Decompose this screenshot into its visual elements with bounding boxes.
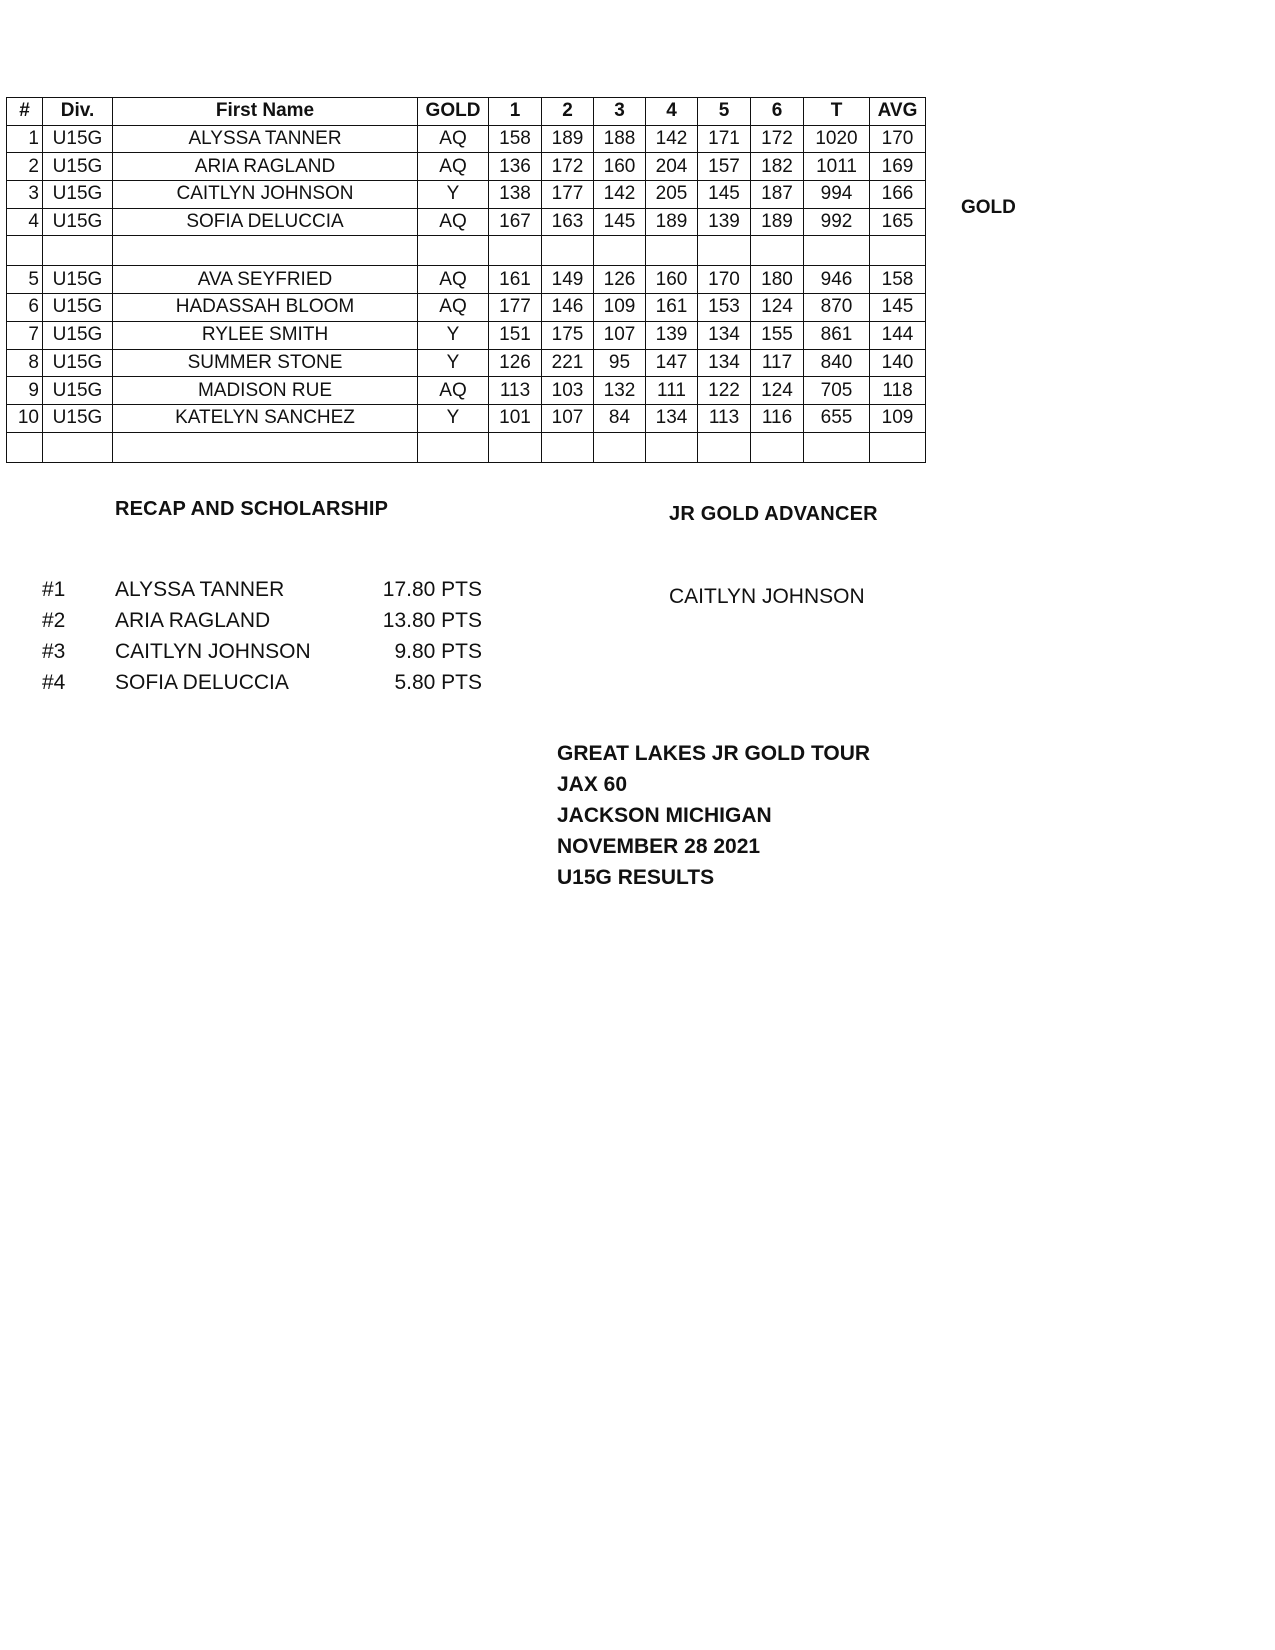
recap-name: CAITLYN JOHNSON [115, 640, 311, 663]
game-6-cell: 116 [751, 404, 804, 432]
blank-cell [542, 236, 594, 266]
game-1-cell: 138 [489, 181, 542, 209]
header-game-1: 1 [489, 98, 542, 126]
blank-cell [7, 432, 43, 462]
division-cell: U15G [43, 321, 113, 349]
game-4-cell: 134 [646, 404, 698, 432]
game-1-cell: 158 [489, 125, 542, 153]
event-name-line: JAX 60 [557, 773, 628, 796]
blank-cell [489, 432, 542, 462]
gold-cell: AQ [418, 208, 489, 236]
game-1-cell: 101 [489, 404, 542, 432]
gold-cell: Y [418, 404, 489, 432]
header-game-4: 4 [646, 98, 698, 126]
blank-cell [489, 236, 542, 266]
game-4-cell: 204 [646, 153, 698, 181]
game-3-cell: 126 [594, 266, 646, 294]
average-cell: 166 [870, 181, 926, 209]
gold-cell: AQ [418, 153, 489, 181]
name-cell: RYLEE SMITH [113, 321, 418, 349]
average-cell: 165 [870, 208, 926, 236]
average-cell: 140 [870, 349, 926, 377]
recap-points: 5.80 PTS [394, 671, 482, 694]
blank-row [7, 236, 926, 266]
header-game-2: 2 [542, 98, 594, 126]
game-1-cell: 126 [489, 349, 542, 377]
name-cell: HADASSAH BLOOM [113, 294, 418, 322]
event-date-line: NOVEMBER 28 2021 [557, 835, 761, 858]
rank-cell: 4 [7, 208, 43, 236]
average-cell: 109 [870, 404, 926, 432]
blank-cell [646, 236, 698, 266]
game-4-cell: 139 [646, 321, 698, 349]
table-row [7, 153, 926, 181]
rank-cell: 8 [7, 349, 43, 377]
blank-cell [870, 236, 926, 266]
blank-cell [870, 432, 926, 462]
game-5-cell: 134 [698, 321, 751, 349]
game-5-cell: 153 [698, 294, 751, 322]
event-info [557, 738, 870, 893]
header-game-3: 3 [594, 98, 646, 126]
blank-cell [418, 432, 489, 462]
game-1-cell: 167 [489, 208, 542, 236]
average-cell: 169 [870, 153, 926, 181]
division-cell: U15G [43, 404, 113, 432]
gold-flag: GOLD [961, 197, 1016, 218]
blank-cell [804, 432, 870, 462]
recap-rank: #4 [42, 671, 66, 694]
game-4-cell: 189 [646, 208, 698, 236]
game-3-cell: 95 [594, 349, 646, 377]
header-row [7, 98, 926, 126]
blank-cell [804, 236, 870, 266]
game-1-cell: 113 [489, 377, 542, 405]
game-5-cell: 122 [698, 377, 751, 405]
event-location-line: JACKSON MICHIGAN [557, 804, 772, 827]
recap-points: 17.80 PTS [382, 578, 482, 601]
rank-cell: 9 [7, 377, 43, 405]
division-cell: U15G [43, 181, 113, 209]
total-cell: 840 [804, 349, 870, 377]
recap-list [42, 578, 482, 702]
blank-cell [751, 432, 804, 462]
division-cell: U15G [43, 294, 113, 322]
header-average: AVG [870, 98, 926, 126]
game-4-cell: 147 [646, 349, 698, 377]
header-game-6: 6 [751, 98, 804, 126]
average-cell: 118 [870, 377, 926, 405]
game-4-cell: 111 [646, 377, 698, 405]
rank-cell: 6 [7, 294, 43, 322]
table-row [7, 181, 926, 209]
gold-cell: AQ [418, 266, 489, 294]
recap-points: 9.80 PTS [394, 640, 482, 663]
blank-cell [594, 432, 646, 462]
recap-points: 13.80 PTS [382, 609, 482, 632]
header-division: Div. [43, 98, 113, 126]
game-2-cell: 175 [542, 321, 594, 349]
game-5-cell: 157 [698, 153, 751, 181]
game-6-cell: 172 [751, 125, 804, 153]
rank-cell: 10 [7, 404, 43, 432]
name-cell: ALYSSA TANNER [113, 125, 418, 153]
rank-cell: 7 [7, 321, 43, 349]
total-cell: 994 [804, 181, 870, 209]
average-cell: 158 [870, 266, 926, 294]
header-total: T [804, 98, 870, 126]
recap-title: RECAP AND SCHOLARSHIP [115, 498, 389, 520]
recap-name: ARIA RAGLAND [115, 609, 271, 632]
average-cell: 170 [870, 125, 926, 153]
game-2-cell: 107 [542, 404, 594, 432]
division-cell: U15G [43, 266, 113, 294]
rank-cell: 2 [7, 153, 43, 181]
game-2-cell: 103 [542, 377, 594, 405]
game-2-cell: 221 [542, 349, 594, 377]
blank-cell [594, 236, 646, 266]
name-cell: CAITLYN JOHNSON [113, 181, 418, 209]
total-cell: 705 [804, 377, 870, 405]
blank-cell [7, 236, 43, 266]
game-3-cell: 160 [594, 153, 646, 181]
gold-cell: Y [418, 349, 489, 377]
game-3-cell: 142 [594, 181, 646, 209]
gold-cell: Y [418, 321, 489, 349]
blank-cell [113, 236, 418, 266]
name-cell: SOFIA DELUCCIA [113, 208, 418, 236]
blank-cell [542, 432, 594, 462]
gold-cell: AQ [418, 294, 489, 322]
recap-name: SOFIA DELUCCIA [115, 671, 289, 694]
game-5-cell: 139 [698, 208, 751, 236]
game-6-cell: 182 [751, 153, 804, 181]
name-cell: SUMMER STONE [113, 349, 418, 377]
recap-name: ALYSSA TANNER [115, 578, 285, 601]
game-3-cell: 84 [594, 404, 646, 432]
game-1-cell: 161 [489, 266, 542, 294]
name-cell: KATELYN SANCHEZ [113, 404, 418, 432]
game-2-cell: 163 [542, 208, 594, 236]
recap-rank: #1 [42, 578, 66, 601]
game-1-cell: 177 [489, 294, 542, 322]
table-row [7, 294, 926, 322]
blank-cell [418, 236, 489, 266]
game-6-cell: 124 [751, 377, 804, 405]
total-cell: 655 [804, 404, 870, 432]
total-cell: 946 [804, 266, 870, 294]
blank-cell [698, 432, 751, 462]
total-cell: 870 [804, 294, 870, 322]
name-cell: MADISON RUE [113, 377, 418, 405]
header-gold: GOLD [418, 98, 489, 126]
game-4-cell: 160 [646, 266, 698, 294]
total-cell: 992 [804, 208, 870, 236]
game-2-cell: 189 [542, 125, 594, 153]
game-6-cell: 180 [751, 266, 804, 294]
blank-cell [751, 236, 804, 266]
division-cell: U15G [43, 349, 113, 377]
table-row [7, 125, 926, 153]
event-tour-line: GREAT LAKES JR GOLD TOUR [557, 742, 871, 765]
table-row [7, 349, 926, 377]
game-1-cell: 136 [489, 153, 542, 181]
division-cell: U15G [43, 125, 113, 153]
advancer-title: JR GOLD ADVANCER [669, 503, 878, 525]
average-cell: 144 [870, 321, 926, 349]
blank-cell [698, 236, 751, 266]
recap-rank: #2 [42, 609, 66, 632]
table-row [7, 321, 926, 349]
game-3-cell: 107 [594, 321, 646, 349]
game-4-cell: 161 [646, 294, 698, 322]
advancer-name: CAITLYN JOHNSON [669, 585, 865, 608]
game-1-cell: 151 [489, 321, 542, 349]
game-5-cell: 134 [698, 349, 751, 377]
gold-cell: Y [418, 181, 489, 209]
game-4-cell: 205 [646, 181, 698, 209]
rank-cell: 5 [7, 266, 43, 294]
rank-cell: 3 [7, 181, 43, 209]
blank-row [7, 432, 926, 462]
game-6-cell: 189 [751, 208, 804, 236]
table-row [7, 377, 926, 405]
blank-cell [646, 432, 698, 462]
game-2-cell: 177 [542, 181, 594, 209]
table-row [7, 404, 926, 432]
event-results-line: U15G RESULTS [557, 866, 715, 889]
game-5-cell: 145 [698, 181, 751, 209]
recap-entry [42, 578, 482, 609]
game-5-cell: 113 [698, 404, 751, 432]
game-2-cell: 146 [542, 294, 594, 322]
recap-entry [42, 671, 482, 702]
game-2-cell: 149 [542, 266, 594, 294]
average-cell: 145 [870, 294, 926, 322]
header-first-name: First Name [113, 98, 418, 126]
total-cell: 1020 [804, 125, 870, 153]
game-2-cell: 172 [542, 153, 594, 181]
game-3-cell: 109 [594, 294, 646, 322]
name-cell: AVA SEYFRIED [113, 266, 418, 294]
header-rank: # [7, 98, 43, 126]
game-6-cell: 117 [751, 349, 804, 377]
game-6-cell: 124 [751, 294, 804, 322]
game-4-cell: 142 [646, 125, 698, 153]
rank-cell: 1 [7, 125, 43, 153]
recap-entry [42, 609, 482, 640]
blank-cell [43, 236, 113, 266]
game-3-cell: 188 [594, 125, 646, 153]
game-3-cell: 145 [594, 208, 646, 236]
game-6-cell: 155 [751, 321, 804, 349]
division-cell: U15G [43, 208, 113, 236]
total-cell: 861 [804, 321, 870, 349]
game-3-cell: 132 [594, 377, 646, 405]
game-5-cell: 170 [698, 266, 751, 294]
gold-cell: AQ [418, 125, 489, 153]
table-row [7, 208, 926, 236]
total-cell: 1011 [804, 153, 870, 181]
recap-entry [42, 640, 482, 671]
blank-cell [43, 432, 113, 462]
name-cell: ARIA RAGLAND [113, 153, 418, 181]
results-table [6, 97, 926, 463]
header-game-5: 5 [698, 98, 751, 126]
game-5-cell: 171 [698, 125, 751, 153]
division-cell: U15G [43, 153, 113, 181]
division-cell: U15G [43, 377, 113, 405]
game-6-cell: 187 [751, 181, 804, 209]
gold-cell: AQ [418, 377, 489, 405]
table-row [7, 266, 926, 294]
blank-cell [113, 432, 418, 462]
recap-rank: #3 [42, 640, 66, 663]
